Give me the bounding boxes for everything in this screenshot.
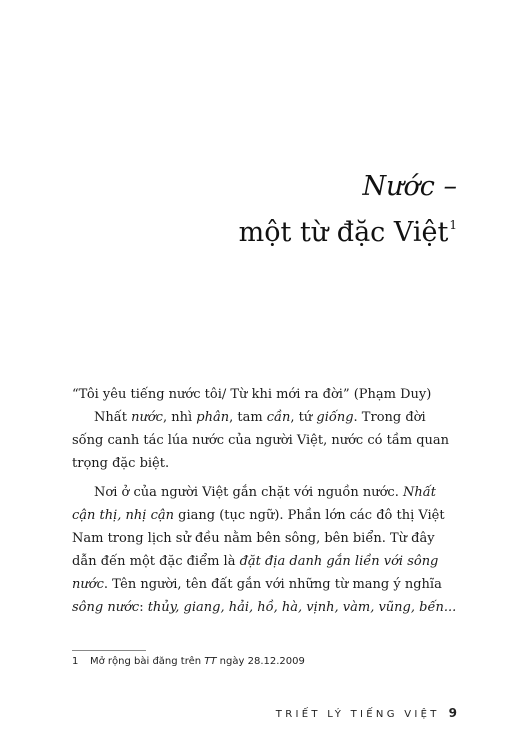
chapter-title-line2 — [239, 206, 457, 252]
footnote-text-after: ngày 28.12.2009 — [216, 656, 305, 667]
p1-text-1: Nhất — [94, 410, 132, 425]
footnote-number: 1 — [72, 656, 79, 667]
p1-italic-3: cần — [266, 410, 291, 425]
epigraph: “Tôi yêu tiếng nước tôi/ Từ khi mới ra đời” (Phạm Duy) — [72, 387, 432, 402]
paragraph-1 — [72, 406, 458, 475]
footnote — [72, 656, 305, 667]
p1-text-3: , tam — [229, 410, 267, 425]
p1-italic-2: phân — [196, 410, 230, 425]
p2-text-1: Nơi ở của người Việt gắn chặt với nguồn nước. — [94, 485, 403, 500]
book-title: TRIẾT LÝ TIẾNG VIỆT — [275, 709, 440, 720]
p2-text-4: : — [139, 600, 148, 615]
p2-text-3: . Tên người, tên đất gắn với những từ mang ý nghĩa — [103, 577, 442, 592]
p1-italic-4: giống — [316, 410, 354, 425]
p2-italic-4: thủy, giang, hải, hồ, hà, vịnh, vàm, vũng, bến... — [147, 600, 457, 615]
chapter-title-line2-text: một từ đặc Việt — [238, 217, 449, 248]
page-number: 9 — [448, 706, 457, 720]
p1-italic-1: nước — [131, 410, 163, 425]
p2-italic-1: Nhất cận thị, nhị cận — [72, 485, 436, 523]
footnote-text-italic: TT — [204, 656, 217, 667]
running-footer — [276, 706, 457, 720]
p1-text-4: , tứ — [290, 410, 317, 425]
p2-italic-2: đặt địa danh gắn liền với sông nước — [72, 554, 439, 592]
p1-text-2: , nhì — [162, 410, 197, 425]
paragraph-2 — [72, 481, 458, 619]
footnote-text-before: Mở rộng bài đăng trên — [90, 656, 205, 667]
body-text — [72, 383, 458, 629]
chapter-title-line1: Nước – — [362, 171, 457, 202]
footnote-divider — [72, 650, 146, 651]
chapter-title — [239, 168, 457, 252]
p2-italic-3: sông nước — [72, 600, 140, 615]
p1-text-5: . Trong đời sống canh tác lúa nước của người Việt, nước có tầm quan trọng đặc biệt. — [72, 410, 450, 471]
footnote-ref: 1 — [449, 218, 457, 232]
p2-text-2: giang (tục ngữ). Phần lớn các đô thị Việt Nam trong lịch sử đều nằm bên sông, bên biển. Từ đây dẫn đến một đặc điểm là — [72, 508, 445, 569]
